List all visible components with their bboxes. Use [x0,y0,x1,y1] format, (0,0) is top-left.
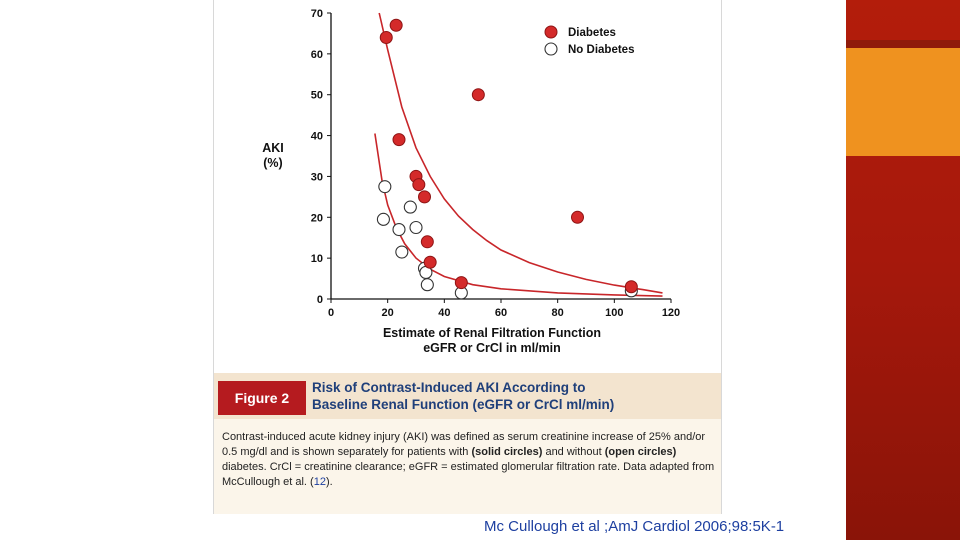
figure-title-line2: Baseline Renal Function (eGFR or CrCl ml/min) [312,397,615,412]
figure [213,0,722,514]
aki-scatter-chart [214,0,721,373]
point-diabetes [572,211,584,223]
point-diabetes [413,179,425,191]
point-diabetes [393,134,405,146]
y-tick-label: 40 [310,130,323,143]
point-diabetes [455,277,467,289]
x-tick-label: 100 [605,307,624,319]
caption-part-3: diabetes. CrCl = creatinine clearance; eGFR = estimated glomerular filtration rate. Data adapted from McCullough et al. ( [222,461,715,488]
point-diabetes [419,191,431,203]
citation-text: Mc Cullough et al ;AmJ Cardiol 2006;98:5K-1 [484,518,785,535]
left-margin [0,0,118,540]
y-tick-label: 20 [310,212,323,225]
figure-title-line1: Risk of Contrast-Induced AKI According to [312,380,586,395]
legend-marker-no-diabetes [545,43,557,55]
y-axis-title-line: (%) [263,156,283,170]
point-diabetes [625,281,637,293]
right-decoration-band [846,40,960,48]
point-no-diabetes [393,224,405,236]
figure-title [312,379,712,413]
point-diabetes [421,236,433,248]
y-axis-title-line: AKI [262,141,284,155]
y-tick-label: 70 [310,8,323,20]
point-diabetes [390,19,402,31]
x-tick-label: 60 [494,307,508,319]
caption-part-2: and without [542,446,605,458]
caption-part-4: ). [325,476,333,488]
fit-curve-no-diabetes [375,134,663,297]
x-tick-label: 80 [551,307,564,319]
x-tick-label: 0 [327,307,335,319]
point-no-diabetes [396,246,408,258]
legend-label: No Diabetes [568,44,635,56]
caption-part-1: Contrast-induced acute kidney injury (AKI) was defined as serum creatinine increase of 25% and/or 0.5 mg/dl and is shown separately for patients with [222,431,706,458]
point-no-diabetes [377,213,389,225]
y-tick-label: 50 [310,89,323,102]
legend-label: Diabetes [568,27,616,39]
figure-label: Figure 2 [218,381,306,415]
y-tick-label: 30 [310,171,323,184]
data-points [377,19,637,299]
right-decoration-orange [846,48,960,156]
caption-solid-circles: (solid circles) [471,446,543,458]
x-tick-label: 120 [661,307,681,319]
point-diabetes [472,89,484,101]
y-tick-label: 0 [316,294,323,306]
x-axis-title-line: eGFR or CrCl in ml/min [423,341,561,355]
x-tick-label: 40 [438,307,451,319]
caption-text [222,430,716,490]
legend-marker-diabetes [545,26,557,38]
caption-reference: 12 [313,476,326,488]
caption-open-circles: (open circles) [604,446,677,458]
y-tick-label: 10 [310,253,323,266]
point-diabetes [424,256,436,268]
point-no-diabetes [379,181,391,193]
x-tick-label: 20 [381,307,394,319]
point-no-diabetes [410,222,422,234]
point-no-diabetes [421,279,433,291]
y-tick-label: 60 [310,48,323,61]
point-diabetes [380,32,392,44]
point-no-diabetes [404,201,416,213]
chart-legend [545,26,634,56]
x-axis-title-line: Estimate of Renal Filtration Function [382,326,602,340]
